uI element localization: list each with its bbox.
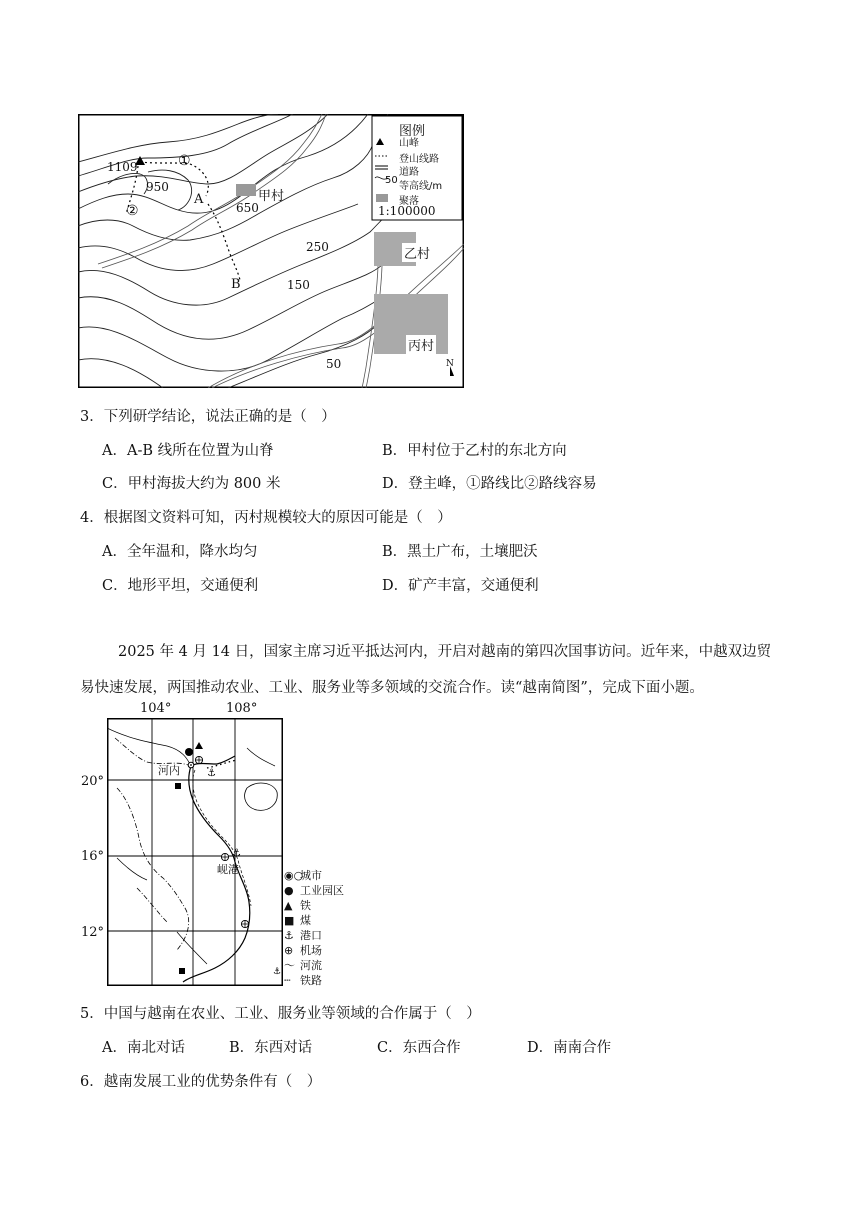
question-4-stem: 4．根据图文资料可知，丙村规模较大的原因可能是（ ） (80, 510, 452, 526)
airport-legend-icon: ⊕ (284, 944, 294, 957)
legend-label-peak: 山峰 (399, 138, 419, 149)
lon-label-104: 104° (140, 701, 172, 716)
legend-contour-sample: 50 (385, 175, 398, 186)
question-3-option-d: D．登主峰，①路线比②路线容易 (382, 476, 597, 492)
lat-label-16: 16° (81, 849, 105, 864)
lon-label-108: 108° (226, 701, 258, 716)
legend-row-coal: ■ 煤 (284, 914, 311, 927)
port-legend-icon: ⚓ (284, 929, 294, 942)
legend-row-city: ◉○城市 (284, 869, 322, 882)
north-label: N (446, 359, 454, 369)
city-label-hanoi: 河内 (158, 764, 180, 777)
contour-label-150: 150 (287, 278, 310, 292)
passage-line-1: 2025 年 4 月 14 日，国家主席习近平抵达河内，开启对越南的第四次国事访问。近年来，中越双边贸 (118, 644, 772, 660)
port-icon: ⚓ (207, 768, 216, 779)
railway-legend-icon: ┄ (284, 974, 291, 987)
city-label-danang: 岘港 (217, 863, 239, 876)
vietnam-legend (284, 868, 344, 988)
topo-legend-title: 图例 (399, 124, 426, 139)
contour-label-950: 950 (146, 180, 169, 194)
iron-legend-icon: ▲ (284, 899, 293, 912)
coal-legend-icon: ■ (284, 914, 295, 927)
contour-label-250: 250 (306, 240, 329, 254)
coal-icon-south (179, 968, 185, 974)
legend-row-industrial: ● 工业园区 (284, 884, 344, 897)
industrial-park-legend-icon: ● (284, 884, 294, 897)
point-label-a: A (194, 192, 204, 207)
village-label-jia: 甲村 (258, 189, 285, 204)
legend-row-river: 〜 河流 (284, 959, 322, 972)
legend-row-iron: ▲ 铁 (284, 899, 311, 912)
contour-label-650: 650 (236, 201, 259, 215)
question-3-option-a: A．A-B 线所在位置为山脊 (102, 443, 274, 459)
question-5-option-d: D．南南合作 (527, 1040, 612, 1056)
port-danang-icon: ⚓ (232, 848, 241, 859)
topo-scale: 1:100000 (378, 204, 436, 218)
village-label-bing: 丙村 (406, 335, 436, 354)
question-4-option-d: D．矿产丰富，交通便利 (382, 578, 539, 594)
legend-label-settlement: 聚落 (399, 196, 419, 207)
contour-label-1109: 1109 (107, 160, 138, 174)
passage-line-2: 易快速发展，两国推动农业、工业、服务业等多领域的交流合作。读“越南简图”，完成下面小题。 (80, 680, 704, 696)
village-jia-icon (236, 184, 256, 196)
legend-row-railway: ┄ 铁路 (284, 974, 322, 987)
lat-label-20: 20° (81, 774, 105, 789)
legend-label-contour: 等高线/m (399, 181, 443, 192)
legend-label-hiking: 登山线路 (399, 154, 439, 165)
village-label-yi: 乙村 (402, 243, 432, 262)
svg-text:⚓: ⚓ (273, 967, 282, 977)
vietnam-map (107, 718, 283, 986)
question-6-stem: 6．越南发展工业的优势条件有（ ） (80, 1074, 322, 1090)
question-4-option-b: B．黑土广布，土壤肥沃 (382, 544, 538, 560)
route-label-1: ① (178, 153, 191, 169)
question-5-stem: 5．中国与越南在农业、工业、服务业等领域的合作属于（ ） (80, 1006, 481, 1022)
legend-label-road: 道路 (399, 167, 419, 178)
question-5-option-c: C．东西合作 (377, 1040, 461, 1056)
route-label-2: ② (126, 203, 139, 219)
question-3-stem: 3．下列研学结论，说法正确的是（ ） (80, 409, 336, 425)
coal-icon (175, 783, 181, 789)
legend-row-port: ⚓ 港口 (284, 929, 322, 942)
question-3-option-b: B．甲村位于乙村的东北方向 (382, 443, 567, 459)
question-5-option-a: A．南北对话 (102, 1040, 185, 1056)
island (245, 783, 278, 810)
legend-row-airport: ⊕ 机场 (284, 944, 322, 957)
question-4-option-a: A．全年温和，降水均匀 (102, 544, 258, 560)
contour-label-50: 50 (326, 357, 342, 371)
question-3-option-c: C．甲村海拔大约为 800 米 (102, 476, 281, 492)
point-label-b: B (231, 277, 241, 292)
river-legend-icon: 〜 (284, 959, 295, 972)
lat-label-12: 12° (81, 925, 105, 940)
industrial-park-icon (185, 748, 193, 756)
city-icon: ◉○ (284, 869, 304, 882)
question-4-option-c: C．地形平坦，交通便利 (102, 578, 259, 594)
question-5-option-b: B．东西对话 (229, 1040, 313, 1056)
